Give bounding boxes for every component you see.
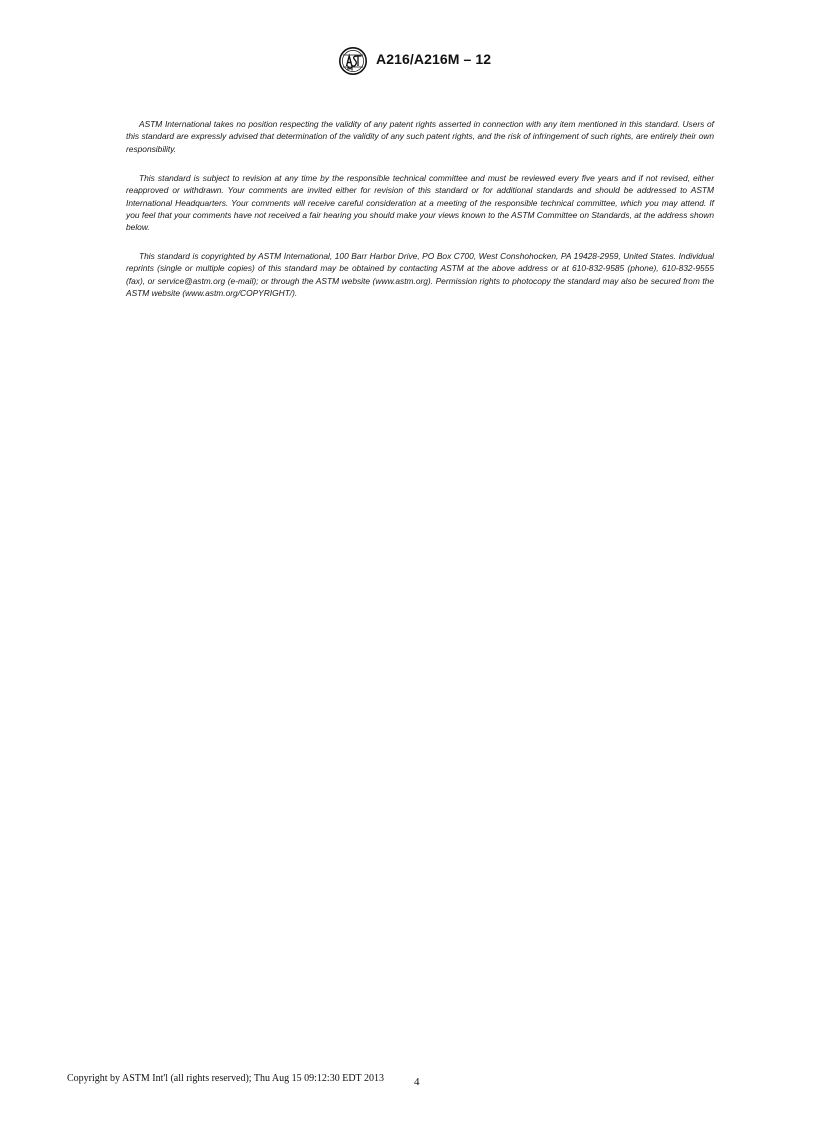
copyright-notice: This standard is copyrighted by ASTM International, 100 Barr Harbor Drive, PO Box C700, West Conshohocken, PA 19428-2959, United States. Individual reprints (single or multiple copies) of this standard may be obtained by contacting ASTM at the above address or at 610-832-9585 (phone), 610-832-9555 (fax), or service@astm.org (e-mail); or through the ASTM website (www.astm.org). Permission rights to photocopy the standard may also be secured from the ASTM website (www.astm.org/COPYRIGHT/). <box>126 251 714 298</box>
page-header <box>0 46 838 76</box>
standard-designation: A216/A216M – 12 <box>376 51 492 67</box>
revision-notice: This standard is subject to revision at any time by the responsible technical committee and must be reviewed every five years and if not revised, either reapproved or withdrawn. Your comments are invited either for revision of this standard or for additional standards and should be addressed to ASTM International Headquarters. Your comments will receive careful consideration at a meeting of the responsible technical committee, which you may attend. If you feel that your comments have not received a fair hearing you should make your views known to the ASTM Committee on Standards, at the address shown below. <box>126 173 714 233</box>
astm-logo-icon <box>337 46 369 76</box>
page-number: 4 <box>414 1076 420 1088</box>
footer-copyright: Copyright by ASTM Int'l (all rights reserved); Thu Aug 15 09:12:30 EDT 2013 <box>67 1073 384 1084</box>
patent-notice: ASTM International takes no position respecting the validity of any patent rights asserted in connection with any item mentioned in this standard. Users of this standard are expressly advised that determination of the validity of any such patent rights, and the risk of infringement of such rights, are entirely their own responsibility. <box>126 119 714 154</box>
